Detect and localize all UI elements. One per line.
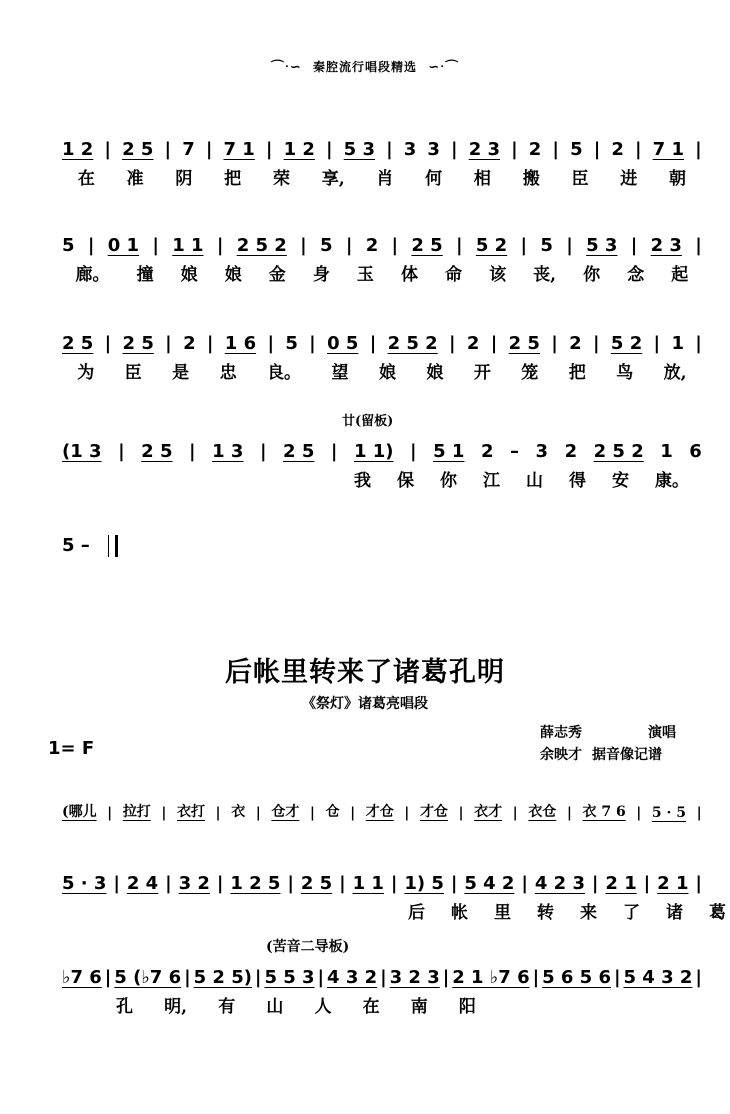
note-group: 2 5	[141, 441, 173, 462]
lyric-char: 朝	[668, 169, 686, 189]
barline: |	[189, 441, 196, 462]
percussion-syllable: 衣才	[474, 804, 503, 820]
note-group: 5	[540, 235, 553, 256]
lyric-char: 廊。	[75, 265, 110, 285]
note-group: 1 1	[352, 873, 384, 894]
barline: |	[566, 235, 573, 256]
header-title: 秦腔流行唱段精选	[312, 60, 417, 74]
note-group: 2 1	[657, 873, 689, 894]
barline: |	[309, 805, 316, 821]
note-group: 3	[427, 139, 440, 160]
barline-thick	[115, 535, 118, 557]
barline: |	[695, 235, 702, 256]
final-notes: 5 –	[62, 535, 90, 556]
lyric-char: 里	[494, 903, 511, 923]
note-group: 2 1	[605, 873, 637, 894]
barline: |	[593, 333, 600, 354]
note-group: 5 (♭7 6	[114, 967, 182, 988]
barline: |	[635, 139, 642, 160]
percussion-syllable: (哪儿	[62, 804, 97, 820]
performer-name: 薛志秀	[540, 725, 582, 741]
percussion-syllable: 仓才	[271, 804, 300, 820]
barline: |	[165, 333, 172, 354]
note-group: 2 3	[468, 139, 501, 160]
note-group: 1 6	[224, 333, 257, 354]
barline: |	[259, 441, 267, 462]
lyric-char: 为	[77, 363, 95, 383]
lyric-char: 来	[580, 903, 597, 923]
score-row-4	[0, 438, 730, 498]
lyric-char: 何	[425, 169, 443, 189]
lyric-char: 人	[314, 997, 332, 1017]
lyric-char: 享,	[321, 169, 345, 189]
barline: |	[164, 139, 172, 160]
ornament-left-icon: ⌒ᐧ∽	[270, 60, 302, 75]
barline: |	[184, 967, 191, 988]
barline: |	[345, 235, 353, 256]
note-group: 1 2	[283, 139, 315, 160]
barline: |	[386, 139, 393, 160]
lyric-char: 念	[627, 265, 645, 285]
lyric-char: 在	[77, 169, 95, 189]
lyric-char: 是	[172, 363, 190, 383]
barline: |	[551, 333, 558, 354]
note-group: 2	[528, 139, 542, 160]
lyrics-line	[62, 164, 702, 189]
notation-line	[62, 136, 702, 160]
lyric-char: 安	[612, 471, 629, 491]
notation-line	[62, 438, 702, 462]
barline: |	[410, 441, 417, 462]
barline: |	[532, 967, 540, 988]
note-group: 3	[535, 441, 549, 462]
barline: |	[317, 967, 325, 988]
note-group: 1	[671, 333, 684, 354]
transcriber-role: 据音像记谱	[592, 747, 662, 763]
score-row-6	[0, 964, 730, 1024]
lyric-char: 望	[331, 363, 349, 383]
note-group: 7 1	[652, 139, 684, 160]
note-group: 5	[570, 139, 583, 160]
lyric-char: 金	[268, 265, 286, 285]
note-group: 2 5	[122, 139, 154, 160]
barline: |	[104, 967, 112, 988]
lyrics-line	[62, 358, 702, 383]
barline: |	[287, 873, 294, 894]
note-group: 7 1	[223, 139, 255, 160]
page-header	[0, 56, 730, 75]
barline: |	[206, 333, 214, 354]
note-group: 5 3	[586, 235, 618, 256]
percussion-syllable: 5 · 5	[651, 805, 687, 821]
note-group: 2 1 ♭7 6	[452, 967, 530, 988]
lyric-char: 臣	[124, 363, 142, 383]
score-row-5	[0, 870, 730, 930]
lyric-char: 该	[489, 265, 507, 285]
note-group: 1 2	[62, 139, 94, 160]
key-signature: 1= F	[48, 738, 95, 759]
lyric-char: 放,	[663, 363, 687, 383]
note-group: 5 2	[610, 333, 643, 354]
lyric-char: 搬	[522, 169, 540, 189]
barline: |	[113, 873, 120, 894]
lyrics-line	[116, 992, 476, 1017]
lyric-char: 山	[266, 997, 284, 1017]
barline: |	[695, 967, 702, 988]
barline: |	[593, 139, 601, 160]
lyric-char: 娘	[224, 265, 242, 285]
note-group: 2	[466, 333, 480, 354]
note-group: 7	[182, 139, 195, 160]
lyric-char: 娘	[378, 363, 396, 383]
barline: |	[552, 139, 559, 160]
note-group: 5	[319, 235, 333, 256]
barline: |	[107, 805, 113, 821]
note-group: 3	[403, 139, 417, 160]
barline: |	[695, 333, 702, 354]
note-group: 2	[480, 441, 494, 462]
barline: |	[636, 805, 642, 821]
lyric-char: 娘	[426, 363, 444, 383]
barline: |	[511, 139, 518, 160]
lyrics-line	[354, 466, 689, 491]
barline: |	[490, 333, 498, 354]
barline: |	[104, 139, 111, 160]
barline: |	[87, 235, 95, 256]
lyrics-line	[62, 260, 702, 285]
barline: |	[350, 805, 356, 821]
barline: |	[643, 873, 651, 894]
barline: |	[521, 873, 528, 894]
note-group: 4 3 2	[327, 967, 378, 988]
note-group: 1 1	[172, 235, 204, 256]
lyric-char: 玉	[356, 265, 374, 285]
note-group: 5 5 3	[264, 967, 315, 988]
lyric-char: 康。	[655, 471, 689, 491]
barline: |	[512, 805, 518, 821]
lyric-char: 荣	[272, 169, 290, 189]
note-group: –	[510, 441, 520, 462]
lyric-char: 把	[568, 363, 586, 383]
note-group: 5 4 3 2	[623, 967, 693, 988]
lyric-char: 有	[218, 997, 236, 1017]
barline: |	[520, 235, 528, 256]
lyric-char: 你	[583, 265, 601, 285]
lyric-char: 转	[537, 903, 554, 923]
lyric-char: 你	[440, 471, 457, 491]
notation-line	[62, 870, 702, 894]
lyric-char: 葛	[709, 903, 726, 923]
note-group: 5	[62, 235, 75, 256]
lyric-char: 诸	[666, 903, 683, 923]
lyric-char: 把	[224, 169, 242, 189]
note-group: 2 5	[122, 333, 154, 354]
song-subtitle: 《祭灯》诸葛亮唱段	[302, 696, 428, 712]
lyric-char: 孔	[116, 997, 133, 1017]
lyric-char: 山	[526, 471, 543, 491]
note-group: 0 5	[327, 333, 359, 354]
barline: |	[152, 235, 159, 256]
note-group: 6	[689, 441, 702, 462]
song-title: 后帐里转来了诸葛孔明	[225, 657, 505, 688]
lyric-char: 我	[354, 471, 371, 491]
note-group: 2 4	[126, 873, 159, 894]
note-group: ♭7 6	[62, 967, 102, 988]
barline: |	[254, 967, 262, 988]
lyric-char: 命	[445, 265, 463, 285]
note-group: 2 5	[411, 235, 443, 256]
lyric-char: 忠	[219, 363, 237, 383]
barline: |	[613, 967, 621, 988]
barline: |	[118, 441, 125, 462]
note-group: 1 2 5	[230, 873, 281, 894]
barline: |	[391, 235, 399, 256]
lyric-char: 良。	[267, 363, 302, 383]
free-tempo-mark: 廿(留板)	[342, 414, 394, 429]
barline: |	[458, 805, 464, 821]
note-group: 5 · 3	[62, 873, 107, 894]
barline: |	[104, 333, 112, 354]
percussion-syllable: 仓	[325, 804, 340, 820]
lyric-char: 明,	[164, 997, 188, 1017]
lyrics-line	[408, 898, 726, 923]
score-row-1	[0, 136, 730, 196]
barline: |	[449, 333, 456, 354]
barline: |	[695, 139, 702, 160]
barline: |	[442, 967, 450, 988]
lyric-char: 娘	[180, 265, 198, 285]
note-group: 5 2	[475, 235, 508, 256]
lyric-char: 臣	[571, 169, 589, 189]
barline: |	[404, 805, 410, 821]
lyric-char: 丧,	[533, 265, 557, 285]
note-group: 2 5	[300, 873, 333, 894]
note-group: 0 1	[107, 235, 140, 256]
notation-line	[62, 330, 702, 354]
note-group: 1 1)	[353, 441, 394, 462]
barline: |	[161, 805, 167, 821]
barline: |	[216, 873, 224, 894]
lyric-char: 阳	[458, 997, 476, 1017]
barline: |	[165, 873, 172, 894]
lyric-char: 帐	[451, 903, 468, 923]
percussion-syllable: 衣仓	[528, 804, 557, 820]
tempo-mark: (苦音二导板)	[266, 939, 350, 955]
barline: |	[653, 333, 661, 354]
percussion-syllable: 才仓	[365, 804, 394, 820]
barline: |	[300, 235, 307, 256]
lyric-char: 江	[483, 471, 500, 491]
note-group: 3 2 3	[389, 967, 440, 988]
note-group: 2 3	[650, 235, 682, 256]
note-group: 2	[569, 333, 582, 354]
barline: |	[326, 139, 333, 160]
note-group: 2	[564, 441, 578, 462]
barline: |	[630, 235, 638, 256]
barline: |	[695, 873, 702, 894]
performer-role: 演唱	[648, 725, 676, 741]
barline-thin	[108, 535, 110, 557]
note-group: 2 5	[62, 333, 94, 354]
lyric-char: 肖	[376, 169, 394, 189]
score-row-3	[0, 330, 730, 390]
barline: |	[309, 333, 316, 354]
barline: |	[205, 139, 213, 160]
barline: |	[591, 873, 599, 894]
notation-line	[62, 964, 702, 988]
note-group: 1 3	[212, 441, 244, 462]
note-group: 2 5 2	[236, 235, 287, 256]
note-group: 2 5 2	[387, 333, 438, 354]
barline: |	[369, 333, 377, 354]
lyric-char: 身	[312, 265, 330, 285]
lyric-char: 体	[400, 265, 418, 285]
transcriber-name: 余映才	[540, 747, 582, 763]
lyric-char: 保	[397, 471, 414, 491]
percussion-syllable: 衣打	[177, 804, 205, 820]
note-group: 2	[365, 235, 379, 256]
note-group: (1 3	[62, 441, 102, 462]
lyric-char: 得	[569, 471, 586, 491]
barline: |	[390, 873, 398, 894]
percussion-intro	[62, 795, 702, 821]
note-group: 5 3	[343, 139, 375, 160]
lyric-char: 笼	[521, 363, 539, 383]
lyric-char: 阴	[175, 169, 193, 189]
note-group: 5	[285, 333, 298, 354]
note-group: 2 5 2	[593, 441, 644, 462]
barline: |	[215, 805, 221, 821]
lyric-char: 南	[410, 997, 428, 1017]
barline: |	[451, 139, 458, 160]
lyric-char: 进	[620, 169, 638, 189]
barline: |	[696, 805, 702, 821]
lyric-char: 准	[126, 169, 144, 189]
barline: |	[456, 235, 463, 256]
note-group: 1) 5	[404, 873, 444, 894]
note-group: 2	[611, 139, 624, 160]
barline: |	[380, 967, 387, 988]
note-group: 5 1	[433, 441, 465, 462]
note-group: 5 4 2	[464, 873, 515, 894]
note-group: 2 5	[283, 441, 315, 462]
barline: |	[450, 873, 458, 894]
lyric-char: 相	[473, 169, 491, 189]
barline: |	[265, 139, 273, 160]
ornament-right-icon: ∽ᐧ⌒	[428, 60, 460, 75]
lyric-char: 在	[362, 997, 380, 1017]
final-measure	[62, 535, 118, 557]
note-group: 1	[660, 441, 673, 462]
note-group: 2	[183, 333, 196, 354]
barline: |	[339, 873, 346, 894]
percussion-syllable: 衣	[231, 804, 246, 820]
note-group: 3 2	[178, 873, 210, 894]
lyric-char: 撞	[136, 265, 154, 285]
lyric-char: 开	[473, 363, 491, 383]
notation-line	[62, 232, 702, 256]
percussion-syllable: 衣 7 6	[582, 804, 626, 820]
note-group: 4 2 3	[534, 873, 585, 894]
percussion-syllable: 才仓	[419, 804, 448, 820]
note-group: 5 2 5)	[193, 967, 252, 988]
barline: |	[267, 333, 275, 354]
lyric-char: 鸟	[616, 363, 634, 383]
score-row-2	[0, 232, 730, 292]
note-group: 2 5	[508, 333, 540, 354]
lyric-char: 了	[623, 903, 640, 923]
percussion-syllable: 拉打	[122, 804, 151, 820]
barline: |	[216, 235, 224, 256]
lyric-char: 后	[408, 903, 425, 923]
lyric-char: 起	[671, 265, 689, 285]
barline: |	[255, 805, 261, 821]
barline: |	[330, 441, 338, 462]
note-group: 5 6 5 6	[542, 967, 611, 988]
barline: |	[566, 805, 572, 821]
